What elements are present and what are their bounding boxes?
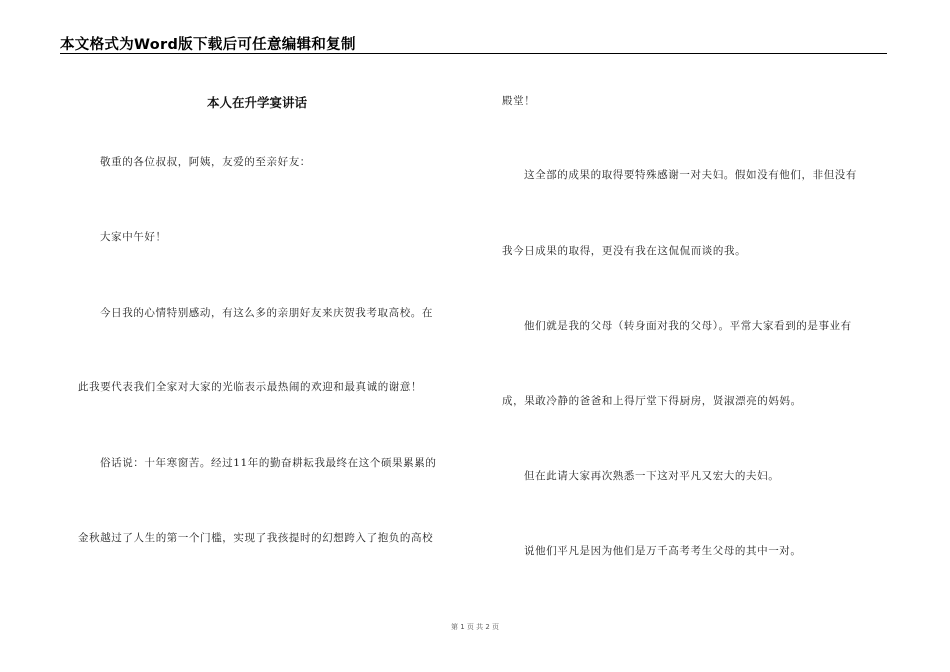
document-title: 本人在升学宴讲话 bbox=[207, 95, 308, 110]
body-line: 大家中午好！ bbox=[100, 231, 167, 243]
page-number: 第 1 页 共 2 页 bbox=[450, 623, 500, 631]
body-line: 但在此请大家再次熟悉一下这对平凡又宏大的夫妇。 bbox=[524, 470, 780, 482]
body-line: 他们就是我的父母（转身面对我的父母）。平常大家看到的是事业有 bbox=[524, 320, 852, 332]
body-line: 今日我的心情特别感动，有这么多的亲朋好友来庆贺我考取高校。在 bbox=[100, 307, 433, 319]
body-line: 此我要代表我们全家对大家的光临表示最热闹的欢迎和最真诚的谢意！ bbox=[78, 381, 423, 393]
body-line: 成，果敢冷静的爸爸和上得厅堂下得厨房，贤淑漂亮的妈妈。 bbox=[502, 395, 802, 407]
body-line: 我今日成果的取得，更没有我在这侃侃而谈的我。 bbox=[502, 245, 747, 257]
body-line: 敬重的各位叔叔，阿姨，友爱的至亲好友： bbox=[100, 156, 311, 168]
body-line: 俗话说：十年寒窗苦。经过11年的勤奋耕耘我最终在这个硕果累累的 bbox=[100, 457, 437, 469]
body-line: 殿堂！ bbox=[502, 95, 536, 107]
body-line: 这全部的成果的取得要特殊感谢一对夫妇。假如没有他们，非但没有 bbox=[524, 169, 857, 181]
header-divider bbox=[60, 53, 887, 54]
body-line: 金秋越过了人生的第一个门槛，实现了我孩提时的幻想跨入了抱负的高校 bbox=[78, 532, 434, 544]
body-line: 说他们平凡是因为他们是万千高考考生父母的其中一对。 bbox=[524, 545, 802, 557]
document-banner: 本文格式为Word版下载后可任意编辑和复制 bbox=[60, 37, 356, 53]
